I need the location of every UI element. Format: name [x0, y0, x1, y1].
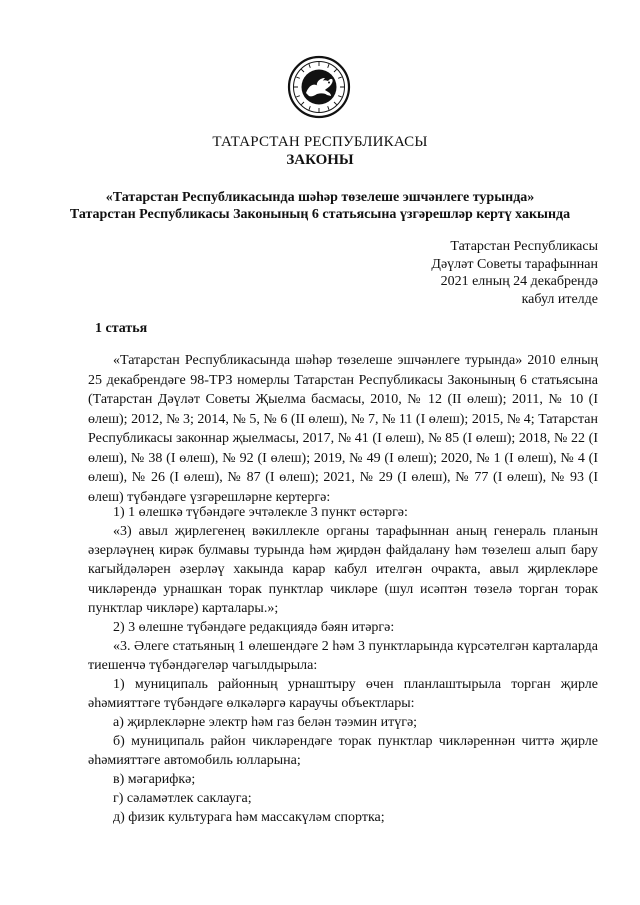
law-title-line-1: «Татарстан Республикасында шәһәр төзелеше эшчәнлеге турында» [105, 190, 535, 205]
subitem-v: в) мәгарифкә; [113, 772, 196, 787]
item-1-title: 1) 1 өлешкә түбәндәге эчтәлекле 3 пункт өстәргә: [113, 505, 408, 520]
subitem-d: д) физик культурага һәм массакүләм спортка; [113, 810, 385, 825]
item-2-title: 2) 3 өлешне түбәндәге редакциядә бәян итәргә: [113, 620, 395, 635]
adoption-block [431, 238, 598, 308]
adoption-line-4: кабул ителде [521, 291, 598, 307]
article-intro-paragraph: «Татарстан Республикасында шәһәр төзелеше эшчәнлеге турында» 2010 елның 25 декабрендәге 98-ТРЗ номерлы Татарстан Республикасы Законының 6 статьясына (Татарстан Дәүләт Советы Җыелма басмасы, 2010, № 12 (II өлеш); 2011, № 10 (I өлеш); 2012, № 3; 2014, № 5, № 6 (II өлеш), № 7, № 11 (I өлеш); 2015, № 4; Татарстан Республикасы законнар җыелмасы, 2017, № 41 (I өлеш), № 85 (I өлеш); 2018, № 22 (I өлеш), № 38 (I өлеш), № 92 (I өлеш); 2019, № 49 (I өлеш); 2020, № 1 (I өлеш), № 4 (I өлеш), № 26 (I өлеш), № 87 (I өлеш); 2021, № 29 (I өлеш), № 77 (I өлеш), № 93 (I өлеш) түбәндәге үзгәрешләрне кертергә: [88, 353, 598, 505]
article-heading: 1 статья [95, 321, 148, 336]
coat-of-arms-emblem [287, 55, 351, 119]
republic-name: ТАТАРСТАН РЕСПУБЛИКАСЫ [212, 134, 428, 150]
document-type: ЗАКОНЫ [286, 152, 354, 168]
adoption-line-1: Татарстан Республикасы [450, 239, 598, 254]
subitem-g: г) сәламәтлек саклауга; [113, 791, 252, 806]
item-2-text: «3. Әлеге статьяның 1 өлешендәге 2 һәм 3 пунктларында күрсәтелгән карталарда тиешенчә түбәндәгеләр чагылдырыла: [88, 639, 598, 674]
subitem-b: б) муниципаль район чикләрендәге торак пунктлар чикләреннән читтә җирле әһәмияттәге автомобиль юлларына; [88, 734, 598, 769]
subitem-a: а) җирлекләрне электр һәм газ белән тәэмин итүгә; [113, 715, 418, 730]
law-title-line-2: Татарстан Республикасы Законының 6 статьясына үзгәрешләр кертү хакында [69, 207, 571, 222]
item-1-text: «3) авыл җирлегенең вәкиллекле органы тарафыннан аның генераль планын әзерләүнең кирәк булмавы турында һәм җирдән файдалану һәм төзелеш алып бару кагыйдәләрен әзерләү хакында карар кабул ителгән очракта, авыл җирлекләре чикләрендә урнашкан торак пунктлар чикләре (шул исәптән төзелә торган торак пунктлар чикләре) карталары.»; [88, 524, 598, 616]
subitem-1: 1) муниципаль районның урнаштыру өчен планлаштырыла торган җирле әһәмияттәге түбәндәге өлкәләргә караучы объектлары: [88, 677, 598, 712]
adoption-line-2: Дәүләт Советы тарафыннан [431, 256, 598, 272]
adoption-line-3: 2021 елның 24 декабрендә [440, 274, 598, 289]
